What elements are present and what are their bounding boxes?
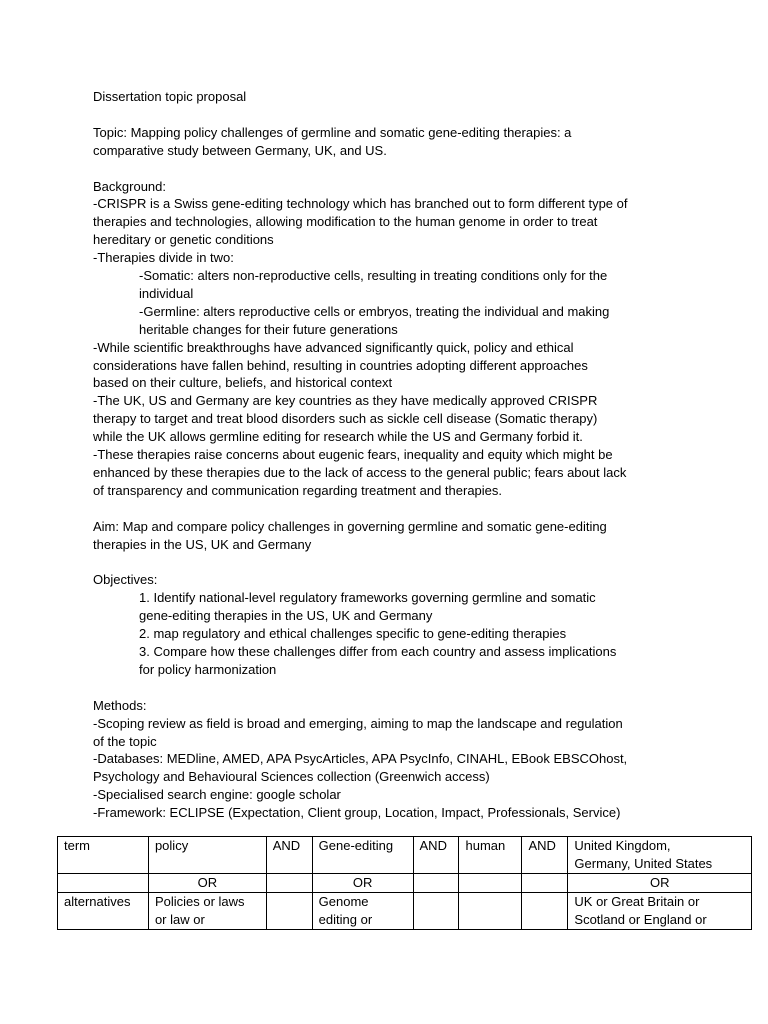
- germline-line: -Germline: alters reproductive cells or embryos, treating the individual and making: [139, 303, 610, 319]
- table-cell: AND: [522, 837, 568, 874]
- table-cell: [568, 837, 752, 874]
- aim-line: therapies in the US, UK and Germany: [93, 536, 312, 552]
- table-cell: term: [58, 837, 149, 874]
- table-cell: [413, 873, 459, 892]
- table-cell: [459, 892, 522, 929]
- table-cell: [413, 892, 459, 929]
- search-terms-table: [57, 836, 752, 930]
- background-line: while the UK allows germline editing for research while the US and Germany forbid it.: [93, 429, 583, 445]
- table-cell-line: UK or Great Britain or: [574, 893, 700, 909]
- objective-line: 2. map regulatory and ethical challenges specific to gene-editing therapies: [139, 626, 567, 642]
- table-cell-line: editing or: [318, 911, 373, 927]
- topic-line: comparative study between Germany, UK, and US.: [93, 142, 387, 158]
- germline-line: heritable changes for their future generations: [139, 321, 398, 337]
- table-cell: [522, 873, 568, 892]
- objective-line: 1. Identify national-level regulatory frameworks governing germline and somatic: [139, 590, 596, 606]
- table-cell: [459, 873, 522, 892]
- background-heading: Background:: [93, 178, 166, 194]
- background-line: -CRISPR is a Swiss gene-editing technology which has branched out to form different type of: [93, 196, 628, 212]
- background-line: -The UK, US and Germany are key countries as they have medically approved CRISPR: [93, 393, 598, 409]
- table-row: [58, 873, 752, 892]
- table-cell: [266, 892, 312, 929]
- table-cell-line: or law or: [154, 911, 205, 927]
- background-line: hereditary or genetic conditions: [93, 232, 274, 248]
- table-cell: alternatives: [58, 892, 149, 929]
- aim-line: Aim: Map and compare policy challenges in governing germline and somatic gene-editing: [93, 518, 607, 534]
- somatic-line: individual: [139, 285, 194, 301]
- table-cell: OR: [568, 873, 752, 892]
- background-line: -Therapies divide in two:: [93, 250, 234, 266]
- table-cell: AND: [266, 837, 312, 874]
- methods-line: of the topic: [93, 733, 157, 749]
- background-line: considerations have fallen behind, resulting in countries adopting different approaches: [93, 357, 588, 373]
- document-title: Dissertation topic proposal: [93, 89, 247, 104]
- background-line: enhanced by these therapies due to the lack of access to the general public; fears about lack: [93, 465, 627, 480]
- objective-line: 3. Compare how these challenges differ from each country and assess implications: [139, 644, 617, 660]
- objectives-heading: Objectives:: [93, 572, 158, 588]
- background-line: therapies and technologies, allowing modification to the human genome in order to treat: [93, 214, 598, 230]
- somatic-line: -Somatic: alters non-reproductive cells, resulting in treating conditions only for the: [139, 268, 608, 284]
- table-cell-line: Genome: [318, 893, 369, 909]
- table-cell: OR: [312, 873, 413, 892]
- methods-line: -Databases: MEDline, AMED, APA PsycArticles, APA PsycInfo, CINAHL, EBook EBSCOhost,: [93, 751, 628, 767]
- table-cell: AND: [413, 837, 459, 874]
- objective-line: for policy harmonization: [139, 661, 277, 677]
- background-line: -These therapies raise concerns about eugenic fears, inequality and equity which might be: [93, 447, 613, 463]
- methods-line: Psychology and Behavioural Sciences collection (Greenwich access): [93, 769, 490, 785]
- table-row: [58, 892, 752, 929]
- background-line: of transparency and communication regarding treatment and therapies.: [93, 482, 503, 498]
- table-cell: [266, 873, 312, 892]
- table-cell: policy: [148, 837, 266, 874]
- objective-line: gene-editing therapies in the US, UK and Germany: [139, 608, 433, 624]
- methods-line: -Framework: ECLIPSE (Expectation, Client group, Location, Impact, Professionals, Service): [93, 805, 621, 821]
- methods-line: -Scoping review as field is broad and emerging, aiming to map the landscape and regulation: [93, 715, 623, 731]
- table-cell-line: Germany, United States: [574, 855, 713, 871]
- background-line: -While scientific breakthroughs have advanced significantly quick, policy and ethical: [93, 339, 574, 355]
- table-cell: human: [459, 837, 522, 874]
- table-cell-line: United Kingdom,: [574, 838, 671, 853]
- table-cell: [58, 873, 149, 892]
- document-body: [93, 88, 693, 822]
- table-cell: [568, 892, 752, 929]
- table-cell: [148, 892, 266, 929]
- table-cell: Gene-editing: [312, 837, 413, 874]
- table-cell: [312, 892, 413, 929]
- table-cell-line: Policies or laws: [154, 893, 245, 909]
- methods-heading: Methods:: [93, 697, 147, 713]
- background-line: therapy to target and treat blood disorders such as sickle cell disease (Somatic therapy): [93, 411, 598, 427]
- table-row: [58, 837, 752, 874]
- topic-line: Topic: Mapping policy challenges of germline and somatic gene-editing therapies: a: [93, 124, 572, 140]
- table-cell-line: Scotland or England or: [574, 911, 707, 927]
- table-cell: [522, 892, 568, 929]
- table-cell: OR: [148, 873, 266, 892]
- background-line: based on their culture, beliefs, and historical context: [93, 375, 393, 391]
- methods-line: -Specialised search engine: google scholar: [93, 787, 341, 803]
